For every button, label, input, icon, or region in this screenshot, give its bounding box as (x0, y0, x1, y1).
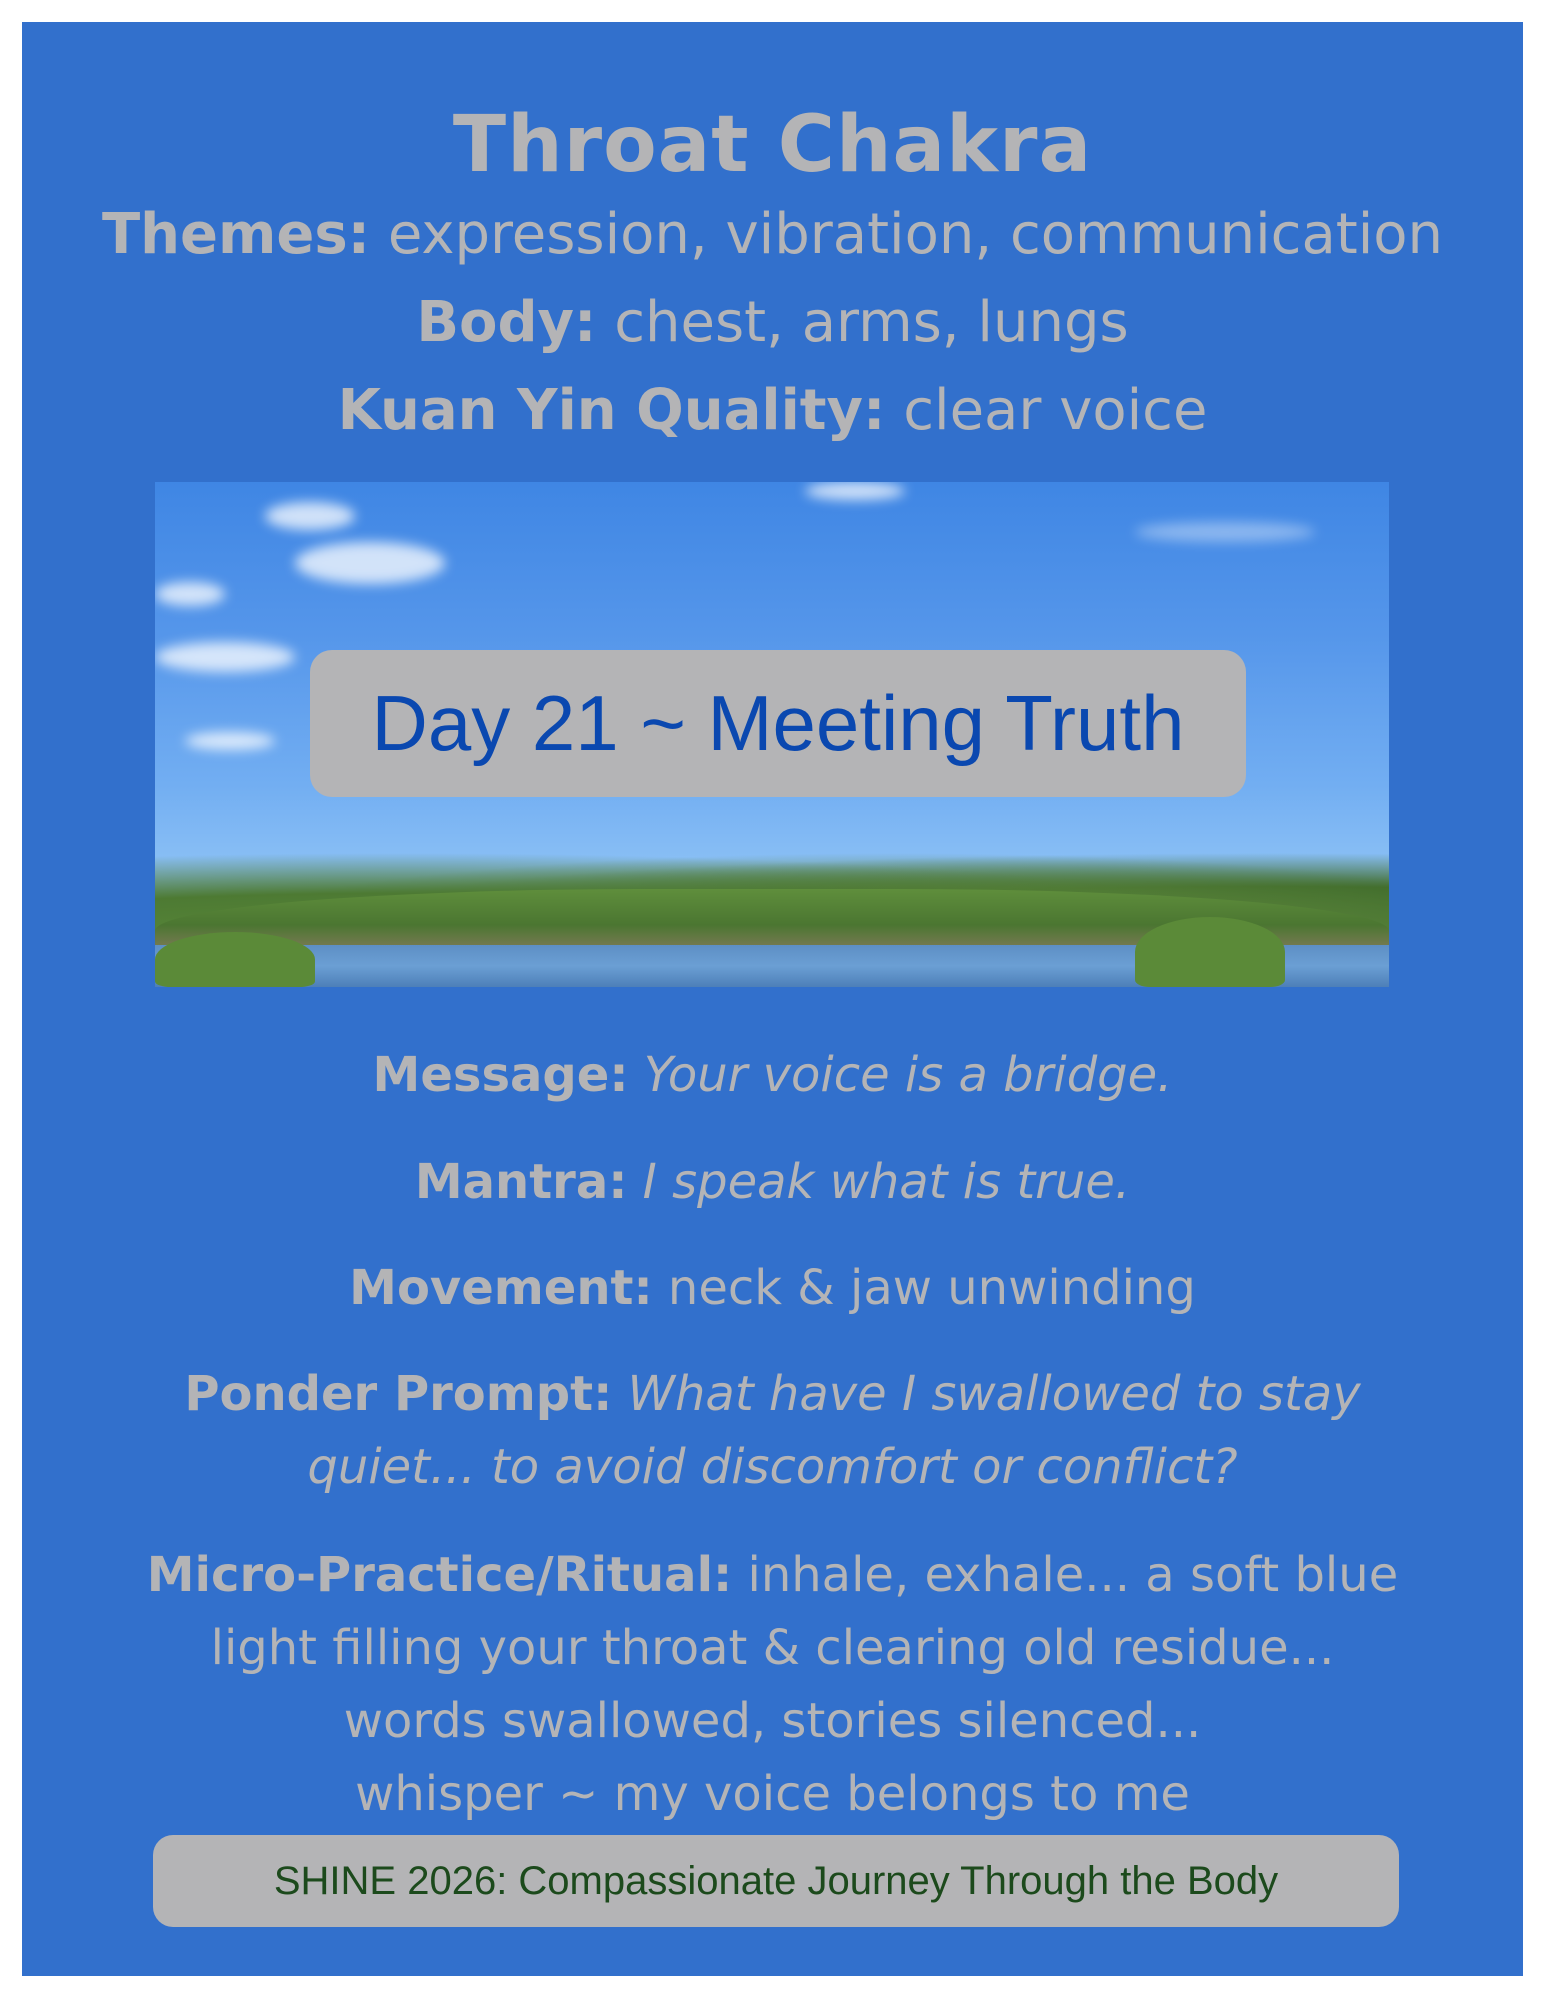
micro-line-3: words swallowed, stories silenced... (343, 1693, 1202, 1749)
mantra-value: I speak what is true. (627, 1154, 1131, 1210)
body-value: chest, arms, lungs (596, 290, 1129, 355)
movement-label: Movement: (349, 1260, 653, 1316)
ponder-line-1 (22, 1366, 1523, 1422)
shrub (1135, 917, 1285, 987)
footer-badge: SHINE 2026: Compassionate Journey Through the Body (153, 1835, 1399, 1927)
ponder-text-2: quiet... to avoid discomfort or conflict? (307, 1439, 1238, 1495)
themes-label: Themes: (101, 202, 371, 267)
landscape-photo (155, 482, 1389, 987)
movement-line (22, 1260, 1523, 1316)
mantra-line (22, 1154, 1523, 1210)
kuan-yin-value: clear voice (885, 378, 1208, 443)
cloud (265, 502, 355, 530)
page-title: Throat Chakra (452, 100, 1093, 190)
micro-line-1 (22, 1547, 1523, 1603)
micro-line-4: whisper ~ my voice belongs to me (355, 1766, 1190, 1822)
micro-text-1: inhale, exhale... a soft blue (732, 1547, 1399, 1603)
message-label: Message: (372, 1047, 629, 1103)
day-title-badge: Day 21 ~ Meeting Truth (310, 650, 1246, 797)
micro-label: Micro-Practice/Ritual: (146, 1547, 733, 1603)
shrub (155, 932, 315, 987)
body-line (22, 290, 1523, 355)
cloud (805, 482, 905, 500)
micro-line-2: light filling your throat & clearing old residue... (210, 1620, 1335, 1676)
cloud (155, 642, 295, 672)
message-value: Your voice is a bridge. (628, 1047, 1173, 1103)
cloud (185, 732, 275, 750)
ponder-text-1: What have I swallowed to stay (612, 1366, 1361, 1422)
cloud (155, 582, 225, 606)
cloud (1135, 522, 1315, 542)
themes-value: expression, vibration, communication (370, 202, 1444, 267)
ponder-label: Ponder Prompt: (184, 1366, 613, 1422)
kuan-yin-line (22, 378, 1523, 443)
kuan-yin-label: Kuan Yin Quality: (337, 378, 886, 443)
cloud (295, 542, 445, 584)
themes-line (22, 202, 1523, 267)
mantra-label: Mantra: (414, 1154, 628, 1210)
movement-value: neck & jaw unwinding (652, 1260, 1196, 1316)
ponder-line-2 (22, 1439, 1523, 1495)
body-label: Body: (416, 290, 597, 355)
message-line (22, 1047, 1523, 1103)
card-panel (22, 22, 1523, 1976)
